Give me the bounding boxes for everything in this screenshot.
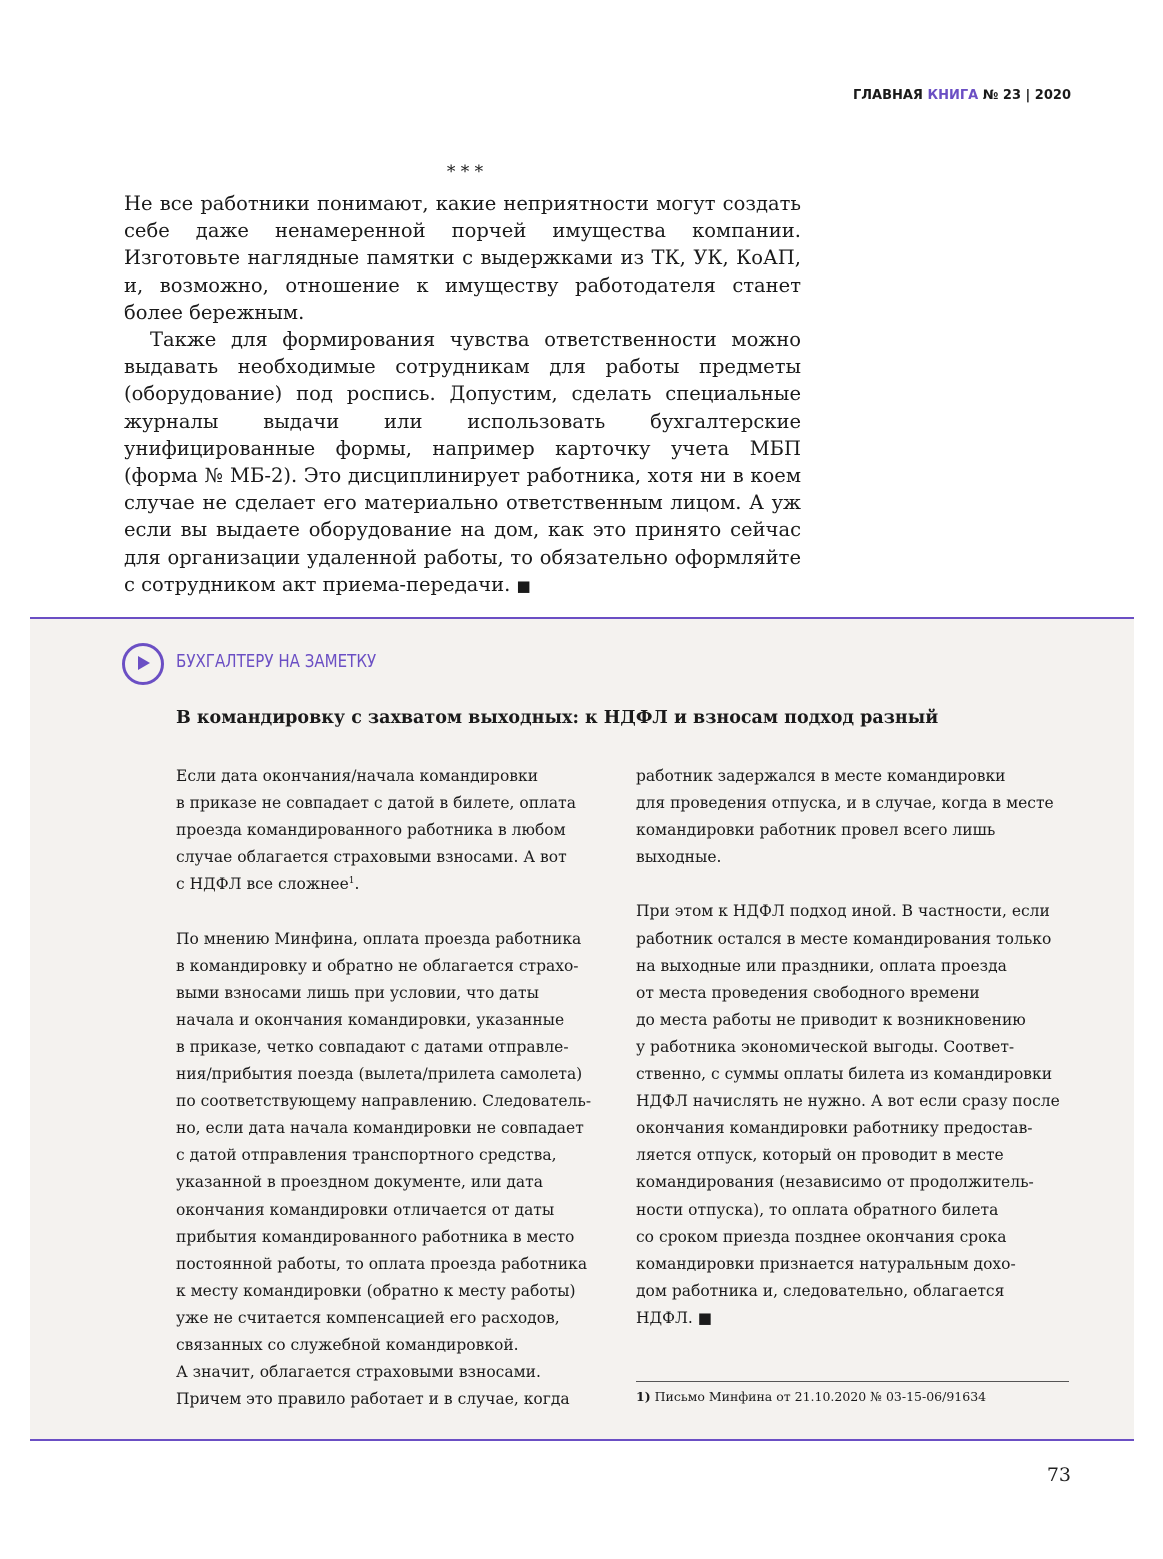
article-body <box>124 190 801 600</box>
box-column-right <box>636 763 1076 1332</box>
running-header <box>853 88 1071 108</box>
article-paragraph: Не все работники понимают, какие неприятности могут создать себе даже ненамеренной порчей имущества компании. Изготовьте наглядные памятки с выдержками из ТК, УК, КоАП, и, возможно, отношение к имуществу работодателя станет более бережным. <box>124 192 801 324</box>
section-separator: * * * <box>446 162 484 182</box>
box-paragraph: По мнению Минфина, оплата проезда работника в командировку и обратно не облагается страхо- выми взносами лишь при условии, что даты начала и окончания командировки, указанные в приказе, четко совпадают с датами отправле- ния/прибытия поезда (вылета/прилета самолета) по соответствующему направлению. Следователь- но, если дата начала командировки не совпадает с датой отправления транспортного средства, указанной в проездном документе, или дата окончания командировки отличается от даты прибытия командированного работника в место постоянной работы, то оплата проезда работника к месту командировки (обратно к месту работы) уже не считается компенсацией его расходов, связанных со служебной командировкой. А значит, облагается страховыми взносами. Причем это правило работает и в случае, когда <box>176 929 592 1409</box>
box-column-left <box>176 763 616 1413</box>
sidebar-box <box>30 617 1134 1441</box>
box-title: В командировку с захватом выходных: к НДФЛ и взносам подход разный <box>176 708 939 728</box>
header-issue: № 23 | 2020 <box>982 88 1071 103</box>
footnote-ref: 1 <box>348 876 355 887</box>
article-paragraph: Также для формирования чувства ответственности можно выдавать необходимые сотрудникам для работы предметы (оборудование) под роспись. Допустим, сделать специальные журналы выдачи или использовать бухгалтерские унифицированные формы, например карточку учета МБП (форма № МБ-2). Это дисциплинирует работника, хотя ни в коем случае не сделает его материально ответственным лицом. А уж если вы выдаете оборудование на дом, как это принято сейчас для организации удаленной работы, то обязательно оформляйте с сотрудником акт приема-передачи. ■ <box>124 328 801 596</box>
page-number: 73 <box>1046 1464 1071 1486</box>
footnote <box>636 1389 986 1404</box>
footnote-divider <box>636 1381 1069 1382</box>
box-paragraph: работник задержался в месте командировки для проведения отпуска, и в случае, когда в месте командировки работник провел всего лишь выходные. <box>636 767 1054 867</box>
footnote-number: 1) <box>636 1389 651 1404</box>
play-circle-icon <box>122 643 164 685</box>
box-label: БУХГАЛТЕРУ НА ЗАМЕТКУ <box>176 652 377 672</box>
box-paragraph: При этом к НДФЛ подход иной. В частности, если работник остался в месте командирования только на выходные или праздники, оплата проезда от места проведения свободного времени до места работы не приводит к возникновению у работника экономической выгоды. Соответ- ственно, с суммы оплаты билета из командировки НДФЛ начислять не нужно. А вот если сразу после окончания командировки работнику предостав- ляется отпуск, который он проводит в месте командирования (независимо от продолжитель- ности отпуска), то оплата обратного билета со сроком приезда позднее окончания срока командировки признается натуральным дохо- дом работника и, следовательно, облагается НДФЛ. ■ <box>636 902 1060 1327</box>
box-paragraph: Если дата окончания/начала командировки в приказе не совпадает с датой в билете, оплата проезда командированного работника в любом случае облагается страховыми взносами. А вот с НДФЛ все сложнее$^1$. <box>176 767 576 894</box>
end-mark: ■ <box>516 576 531 595</box>
footnote-text: Письмо Минфина от 21.10.2020 № 03-15-06/91634 <box>654 1389 987 1404</box>
header-magazine-accent: КНИГА <box>927 88 979 103</box>
header-magazine-name: ГЛАВНАЯ <box>852 88 923 103</box>
end-mark: ■ <box>697 1308 712 1327</box>
